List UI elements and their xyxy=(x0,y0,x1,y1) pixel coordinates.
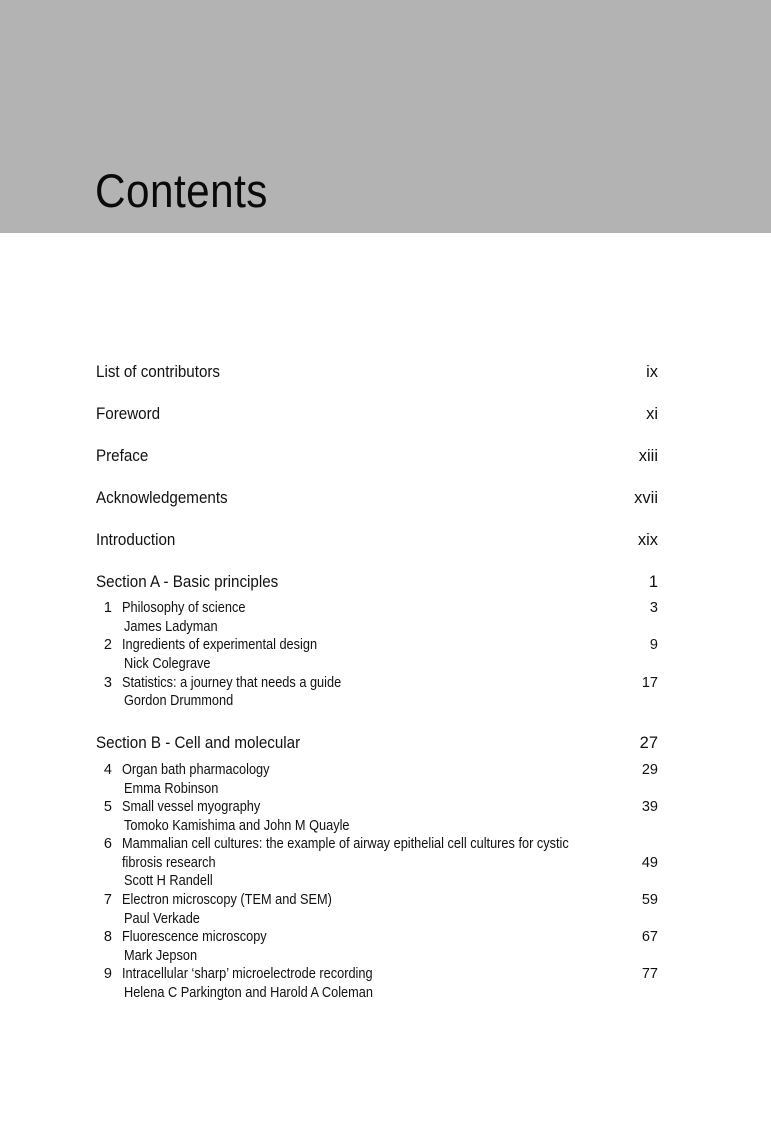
section-page: 27 xyxy=(639,734,658,752)
chapter-page: 17 xyxy=(641,675,658,691)
chapter-number: 6 xyxy=(103,836,112,852)
header-band xyxy=(0,0,771,233)
chapter-title: Fluorescence microscopy xyxy=(122,929,267,945)
chapter-number: 2 xyxy=(103,637,112,653)
toc-entry-foreword[interactable] xyxy=(96,403,658,425)
chapter-page: 49 xyxy=(641,855,658,871)
chapter-author: Nick Colegrave xyxy=(124,656,211,672)
chapter-title: Intracellular ‘sharp’ microelectrode recording xyxy=(122,966,373,982)
chapter-author: Mark Jepson xyxy=(124,948,198,964)
section-label: Section B - Cell and molecular xyxy=(96,734,301,752)
chapter-title: Philosophy of science xyxy=(122,600,246,616)
toc-entry-page: xix xyxy=(637,531,658,549)
toc-section-a[interactable] xyxy=(96,571,658,593)
chapter-title: Mammalian cell cultures: the example of airway epithelial cell cultures for cystic xyxy=(122,836,569,852)
chapter-number: 4 xyxy=(103,762,112,778)
toc-entry-preface[interactable] xyxy=(96,445,658,467)
toc-entry-label: Acknowledgements xyxy=(96,489,228,507)
toc-entry-label: Preface xyxy=(96,447,149,465)
toc-entry-label: Foreword xyxy=(96,405,161,423)
chapter-number: 8 xyxy=(103,929,112,945)
chapter-number: 3 xyxy=(103,675,112,691)
toc-entry-page: xi xyxy=(646,405,658,423)
toc-entry-label: Introduction xyxy=(96,531,176,549)
chapter-title: Statistics: a journey that needs a guide xyxy=(122,675,342,691)
chapter-author: James Ladyman xyxy=(124,619,218,635)
chapter-page: 3 xyxy=(649,600,658,616)
toc-entry-label: List of contributors xyxy=(96,363,221,381)
chapter-title: Electron microscopy (TEM and SEM) xyxy=(122,892,332,908)
chapter-page: 29 xyxy=(641,762,658,778)
chapter-author: Paul Verkade xyxy=(124,911,200,927)
toc-section-b[interactable] xyxy=(96,732,658,754)
chapter-number: 9 xyxy=(103,966,112,982)
chapter-number: 1 xyxy=(103,600,112,616)
toc-entry-introduction[interactable] xyxy=(96,529,658,551)
toc-entry-page: xvii xyxy=(634,489,658,507)
chapter-page: 39 xyxy=(641,799,658,815)
chapter-title: Small vessel myography xyxy=(122,799,261,815)
toc-entry-acknowledgements[interactable] xyxy=(96,487,658,509)
toc-entry-page: ix xyxy=(646,363,658,381)
chapter-author: Helena C Parkington and Harold A Coleman xyxy=(124,985,373,1001)
chapter-title: Organ bath pharmacology xyxy=(122,762,270,778)
chapter-number: 7 xyxy=(103,892,112,908)
chapter-author: Gordon Drummond xyxy=(124,693,234,709)
page-title: Contents xyxy=(95,164,268,217)
toc-entry-list-of-contributors[interactable] xyxy=(96,361,658,383)
toc-entry-page: xiii xyxy=(638,447,658,465)
chapter-page: 77 xyxy=(641,966,658,982)
section-label: Section A - Basic principles xyxy=(96,573,279,591)
section-page: 1 xyxy=(648,573,658,591)
chapter-page: 59 xyxy=(641,892,658,908)
chapter-page: 67 xyxy=(641,929,658,945)
chapter-author: Emma Robinson xyxy=(124,781,219,797)
chapter-page: 9 xyxy=(649,637,658,653)
chapter-author: Scott H Randell xyxy=(124,873,213,889)
chapter-title-continued: fibrosis research xyxy=(122,855,216,871)
chapter-author: Tomoko Kamishima and John M Quayle xyxy=(124,818,350,834)
chapter-number: 5 xyxy=(103,799,112,815)
chapter-title: Ingredients of experimental design xyxy=(122,637,318,653)
